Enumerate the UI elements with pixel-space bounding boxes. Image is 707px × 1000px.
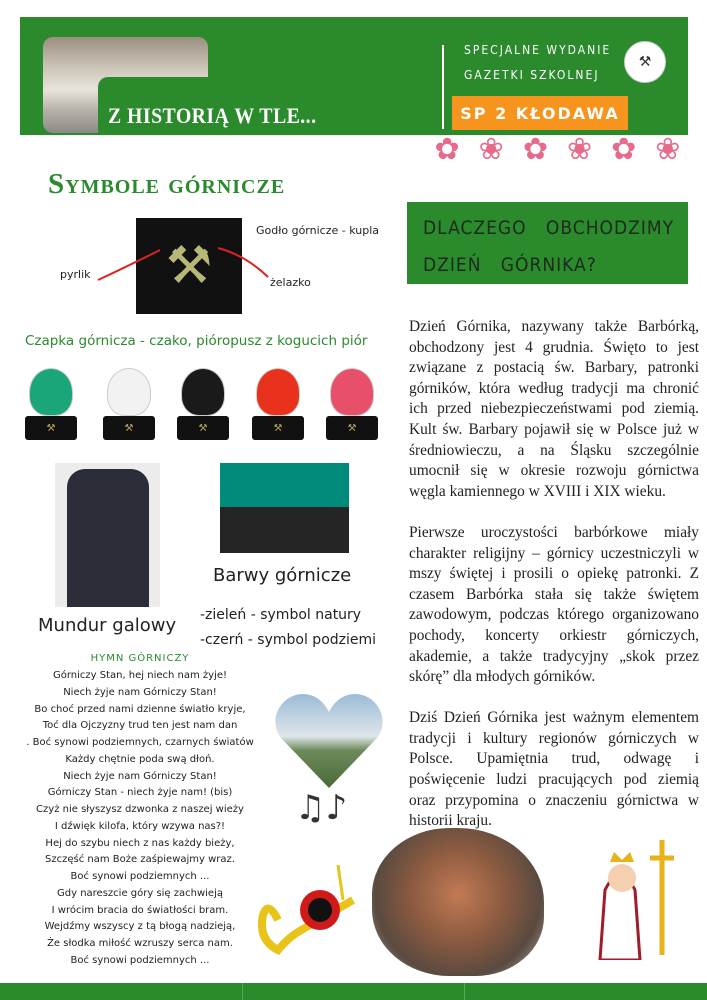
- arrow-pyrlik: [98, 250, 160, 280]
- uniform-label: Mundur galowy: [38, 615, 177, 636]
- symbols-heading: Symbole górnicze: [48, 168, 286, 200]
- article-heading-line-1: DLACZEGO OBCHODZIMY: [423, 217, 675, 239]
- hymn-text: [0, 668, 280, 970]
- uniform-jacket: [67, 469, 149, 607]
- uniform-photo: [55, 463, 160, 607]
- cap-icon: ⚒: [103, 416, 155, 440]
- miner-cap-image: [326, 368, 378, 440]
- flower-icon: ✿: [434, 132, 460, 167]
- saint-barbara-icon: [580, 840, 690, 960]
- cap-icon: ⚒: [252, 416, 304, 440]
- school-logo-icon: ⚒: [624, 41, 666, 83]
- hammer-pick-icon: ⚒: [165, 236, 213, 296]
- hymn-line: Górniczy Stan - niech żyje nam! (bis): [47, 787, 233, 799]
- plume: [330, 368, 374, 416]
- plume: [29, 368, 73, 416]
- flower-icon: ❀: [655, 132, 681, 167]
- color-item-green: -zieleń - symbol natury: [200, 607, 362, 623]
- subtitle-line-1: SPECJALNE WYDANIE: [464, 43, 612, 57]
- flag-black-stripe: [220, 507, 349, 553]
- flower-icon: ✿: [611, 132, 637, 167]
- horn-label: SOLANIE: [306, 930, 337, 938]
- flag-green-stripe: [220, 463, 349, 507]
- zelazko-label: żelazko: [270, 276, 311, 289]
- hymn-line: Czyż nie słyszysz dzwonka z naszej wieży: [36, 804, 244, 815]
- colors-label: Barwy górnicze: [213, 565, 352, 586]
- flower-icon: ❀: [478, 132, 504, 167]
- color-item-black: -czerń - symbol podziemi: [200, 632, 377, 648]
- cap-icon: ⚒: [326, 416, 378, 440]
- flower-icon: ✿: [522, 132, 548, 167]
- hymn-line: Gdy nareszcie góry się zachwieją: [57, 887, 223, 899]
- hymn-line: Niech żyje nam Górniczy Stan!: [63, 686, 217, 698]
- heart-photo-icon: [275, 690, 383, 790]
- arrow-zelazko: [218, 248, 268, 277]
- hymn-line: Niech żyje nam Górniczy Stan!: [63, 770, 217, 782]
- cap-label: Czapka górnicza - czako, pióropusz z kogucich piór: [25, 333, 368, 349]
- hymn-title: HYMN GÓRNICZY: [90, 653, 190, 664]
- hymn-line: I wrócim bracia do światłości bram.: [51, 904, 229, 916]
- article-paragraph: Dzień Górnika, nazywany także Barbórką, obchodzony jest 4 grudnia. Święto to jest związane z postacią św. Barbary, patronki górników, która według tradycji ma chronić ich przed niebezpieczeństwami pod ziemią. Kult św. Barbary pojawił się w Polsce już w średniowieczu, a na Śląsku szczególnie umocnił się w okresie rozwoju górnictwa węgla kamiennego w XVIII i XIX wieku.: [409, 318, 699, 500]
- cap-icon: ⚒: [25, 416, 77, 440]
- flower-icon: ❀: [566, 132, 593, 167]
- footer-divider: [242, 983, 243, 1000]
- hymn-line: Hej do szybu niech z nas każdy bieży,: [45, 837, 235, 849]
- hymn-line: Boć synowi podziemnych ...: [70, 871, 210, 882]
- footer-bar: [0, 983, 707, 1000]
- emblem-label: Godło górnicze - kupla: [256, 224, 379, 237]
- newsletter-title: Z HISTORIĄ W TLE...: [108, 103, 317, 128]
- hymn-line: I dźwięk kilofa, który wzywa nas?!: [54, 820, 226, 832]
- hymn-line: Szczęść nam Boże zaśpiewajmy wraz.: [45, 854, 235, 866]
- pyrlik-label: pyrlik: [60, 268, 91, 281]
- miner-cap-image: [103, 368, 155, 440]
- hymn-line: . Boć synowi podziemnych, czarnych światów: [26, 737, 254, 748]
- hymn-line: Bo choć przed nami dzienne światło kryje,: [34, 703, 246, 715]
- footer-divider: [464, 983, 465, 1000]
- subtitle-line-2: GAZETKI SZKOLNEJ: [464, 68, 600, 82]
- miner-cap-image: [177, 368, 229, 440]
- horn-icon: [258, 860, 365, 960]
- school-badge: SP 2 KŁODAWA: [452, 96, 628, 130]
- miner-cap-image: [25, 368, 77, 440]
- hymn-line: Że słodka miłość wzruszy serca nam.: [47, 938, 233, 949]
- miner-cap-image: [252, 368, 304, 440]
- cap-icon: ⚒: [177, 416, 229, 440]
- plume: [181, 368, 225, 416]
- arrows: [0, 0, 707, 340]
- hymn-line: Toć dla Ojczyzny trud ten jest nam dan: [42, 720, 238, 732]
- article-paragraph: Pierwsze uroczystości barbórkowe miały charakter religijny – górnicy uczestniczyli w mszy świętej i prosili o opiekę patronki. Z czasem Barbórka stała się także świętem zawodowym, podczas którego organizowano pochody, koncerty orkiestr górniczych, akademie, a także tradycyjny „skok przez skórę” dla młodych górników.: [409, 523, 699, 686]
- plume: [256, 368, 300, 416]
- plume: [107, 368, 151, 416]
- hymn-line: Górniczy Stan, hej niech nam żyje!: [52, 670, 228, 681]
- music-notes-icon: ♫♪: [295, 788, 348, 828]
- article-body: [409, 317, 699, 852]
- hymn-line: Każdy chętnie poda swą dłoń.: [65, 753, 215, 765]
- hymn-line: Boć synowi podziemnych ...: [70, 954, 210, 966]
- hymn-line: Wejdźmy wszyscy z tą błogą nadzieją,: [44, 921, 236, 933]
- article-heading-line-2: DZIEŃ GÓRNIKA?: [423, 254, 597, 276]
- article-paragraph: Dziś Dzień Górnika jest ważnym elementem tradycji i kultury regionów górniczych w Polsce. Upamiętnia trud, odwagę i poświęcenie ludzi pracujących pod ziemią oraz przypomina o znaczeniu górnictwa w historii kraju.: [409, 709, 699, 830]
